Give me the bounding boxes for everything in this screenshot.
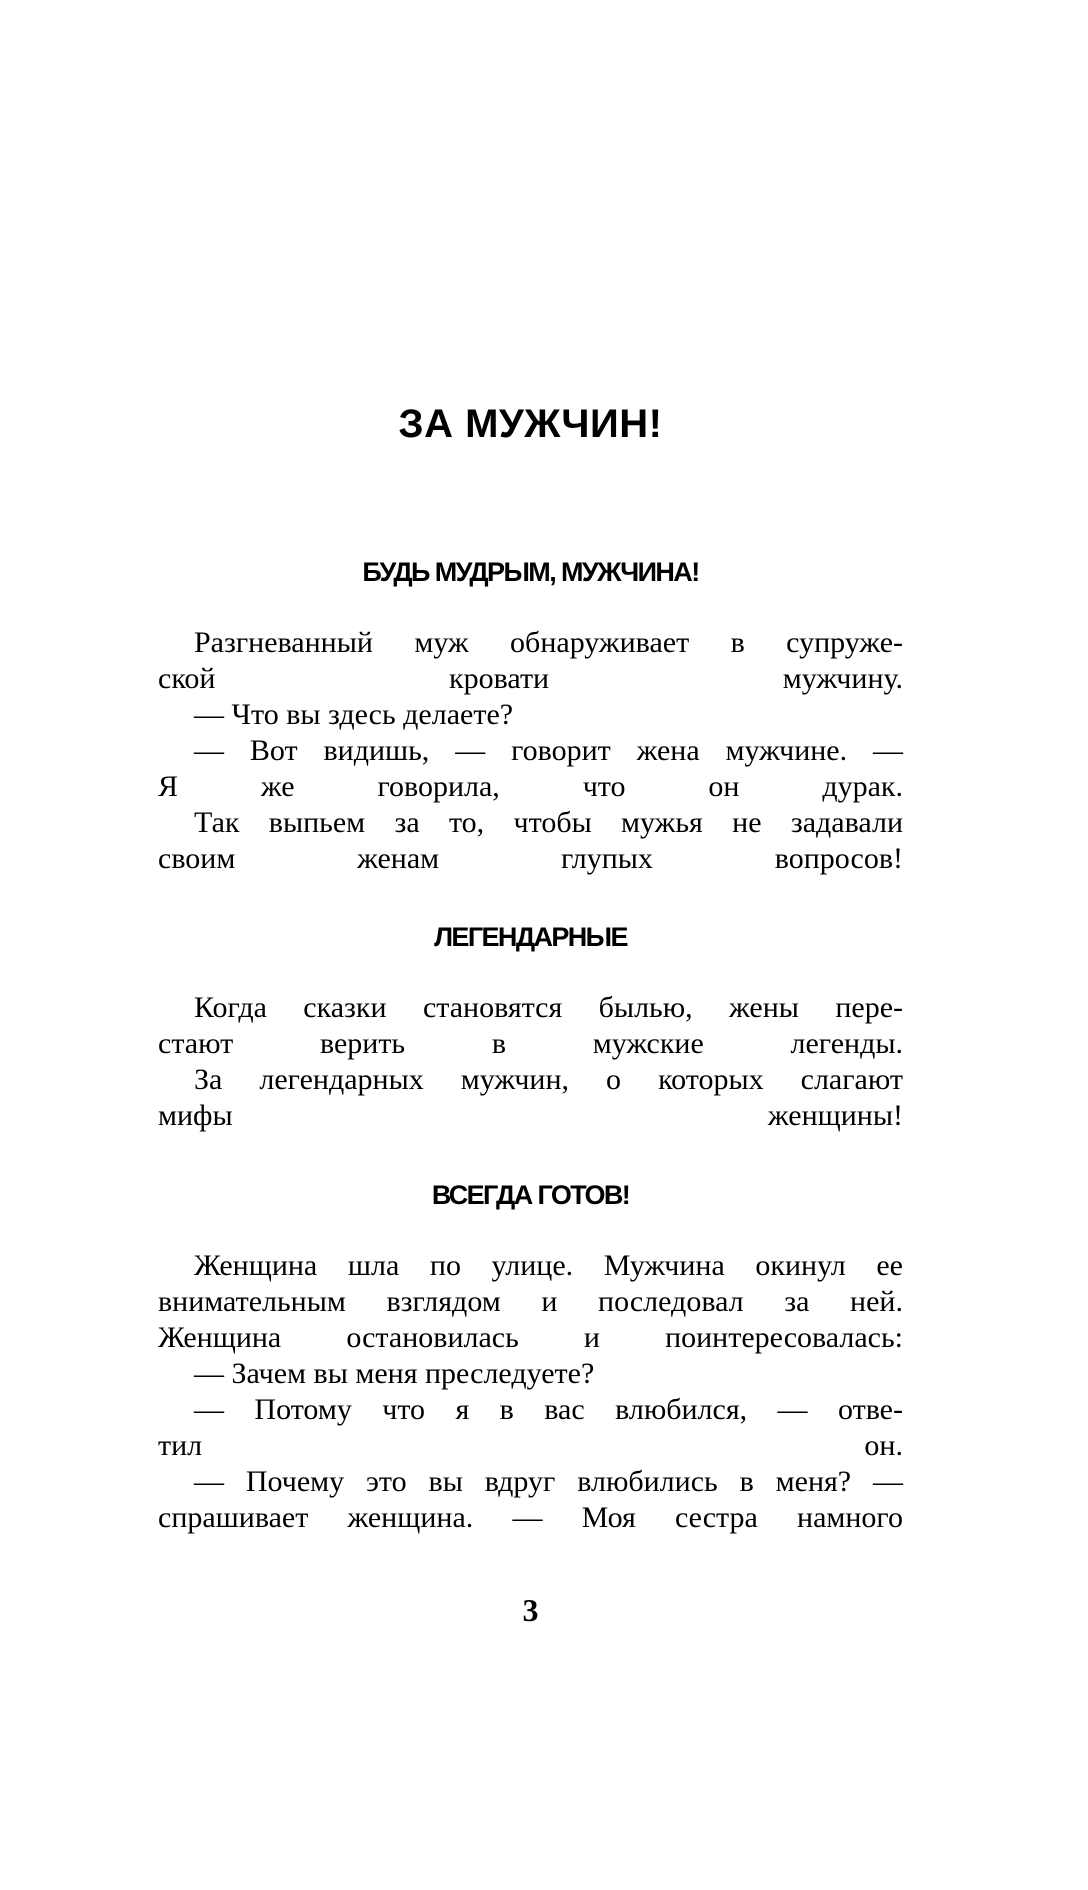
section-heading: БУДЬ МУДРЫМ, МУЖЧИНА! bbox=[362, 557, 699, 587]
paragraph bbox=[158, 1062, 903, 1134]
paragraph bbox=[158, 805, 903, 877]
text-line: — Вот видишь, — говорит жена мужчине. — bbox=[194, 734, 903, 767]
paragraph bbox=[158, 1356, 903, 1392]
text-line: внимательным взглядом и последовал за ней. bbox=[158, 1285, 903, 1318]
paragraph bbox=[158, 1248, 903, 1356]
section-body bbox=[158, 625, 903, 877]
section-body bbox=[158, 1248, 903, 1536]
text-line: — Почему это вы вдруг влюбились в меня? — bbox=[194, 1465, 903, 1498]
paragraph bbox=[158, 1464, 903, 1536]
text-line: За легендарных мужчин, о которых слагают bbox=[194, 1063, 903, 1096]
book-page bbox=[158, 0, 903, 1890]
text-line: тил он. bbox=[158, 1429, 903, 1462]
paragraph bbox=[158, 1392, 903, 1464]
text-line: своим женам глупых вопросов! bbox=[158, 842, 903, 875]
section-heading: ВСЕГДА ГОТОВ! bbox=[431, 1180, 630, 1210]
section-be-wise bbox=[158, 555, 903, 877]
page-number: 3 bbox=[522, 1592, 539, 1628]
section-always-ready bbox=[158, 1178, 903, 1536]
text-line: — Зачем вы меня преследуете? bbox=[194, 1357, 595, 1390]
paragraph bbox=[158, 625, 903, 697]
text-line: Я же говорила, что он дурак. bbox=[158, 770, 903, 803]
text-line: Женщина остановилась и поинтересовалась: bbox=[158, 1321, 903, 1354]
text-line: Когда сказки становятся былью, жены пере- bbox=[194, 991, 903, 1024]
text-line: Так выпьем за то, чтобы мужья не задавали bbox=[194, 806, 903, 839]
text-line: — Потому что я в вас влюбился, — отве- bbox=[194, 1393, 903, 1426]
section-legendary bbox=[158, 920, 903, 1134]
text-line: Женщина шла по улице. Мужчина окинул ее bbox=[194, 1249, 903, 1282]
text-line: мифы женщины! bbox=[158, 1099, 903, 1132]
paragraph bbox=[158, 733, 903, 805]
text-line: спрашивает женщина. — Моя сестра намного bbox=[158, 1501, 903, 1534]
section-heading: ЛЕГЕНДАРНЫЕ bbox=[434, 922, 627, 952]
text-line: стают верить в мужские легенды. bbox=[158, 1027, 903, 1060]
text-line: ской кровати мужчину. bbox=[158, 662, 903, 695]
text-line: Разгневанный муж обнаруживает в супруже- bbox=[194, 626, 903, 659]
section-body bbox=[158, 990, 903, 1134]
chapter-title: ЗА МУЖЧИН! bbox=[398, 402, 663, 446]
paragraph bbox=[158, 697, 903, 733]
text-line: — Что вы здесь делаете? bbox=[194, 698, 514, 731]
paragraph bbox=[158, 990, 903, 1062]
